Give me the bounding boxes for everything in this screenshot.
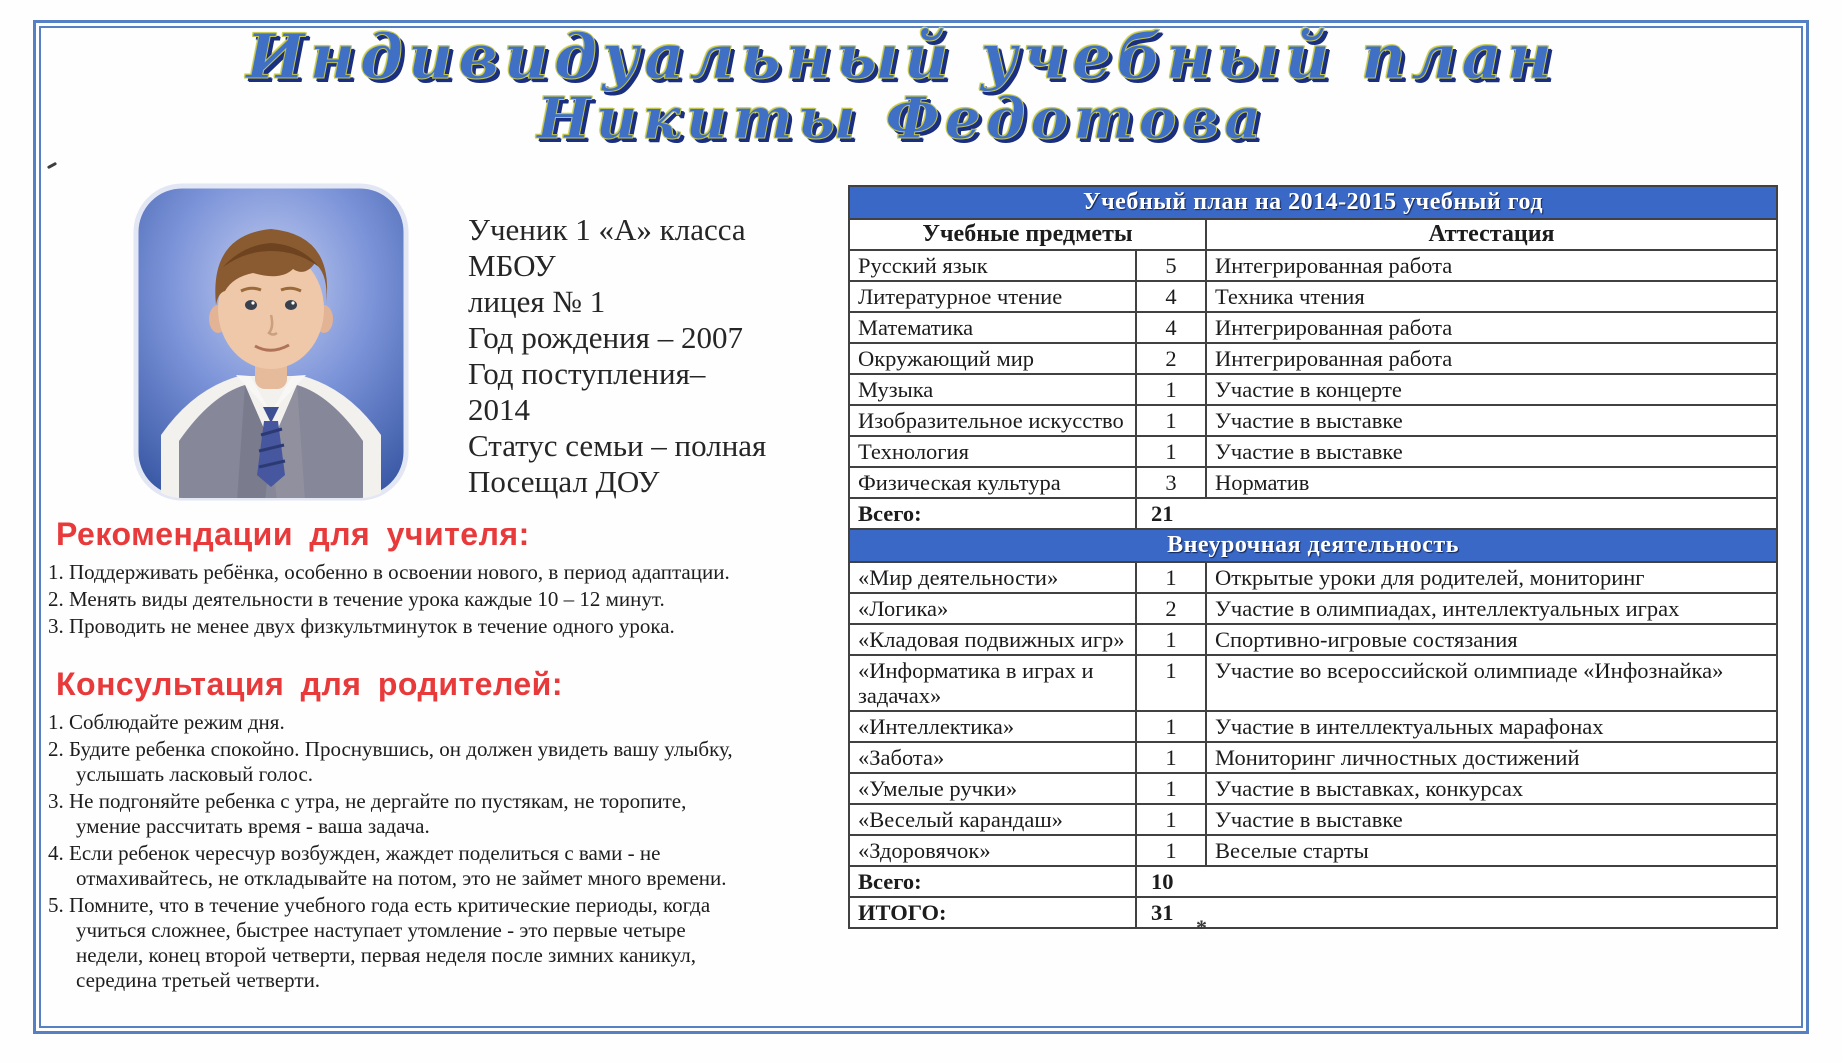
- student-info-line: Год поступления–: [468, 356, 706, 391]
- total-value: 21: [1136, 498, 1777, 529]
- table-row: [849, 773, 1777, 804]
- student-info-line: лицея № 1: [468, 284, 606, 319]
- subject-cell: «Умелые ручки»: [849, 773, 1136, 804]
- hours-cell: 1: [1136, 624, 1206, 655]
- parent-consultation-heading: Консультация для родителей:: [56, 666, 563, 702]
- hours-cell: 4: [1136, 312, 1206, 343]
- footnote-asterisk: *: [1196, 915, 1207, 940]
- table-title: Учебный план на 2014-2015 учебный год: [849, 186, 1777, 219]
- hours-cell: 1: [1136, 405, 1206, 436]
- column-header-attestation: Аттестация: [1206, 219, 1777, 250]
- hours-cell: 1: [1136, 655, 1206, 711]
- subject-cell: «Забота»: [849, 742, 1136, 773]
- list-item: 4. Если ребенок чересчур возбужден, жаждет поделиться с вами - не отмахивайтесь, не откладывайте на потом, это не займет много времени.: [48, 841, 727, 890]
- table-row: [849, 436, 1777, 467]
- table-row: [849, 405, 1777, 436]
- attestation-cell: Интегрированная работа: [1206, 250, 1777, 281]
- grand-total-row: [849, 897, 1777, 928]
- attestation-cell: Участие во всероссийской олимпиаде «Инфознайка»: [1206, 655, 1777, 711]
- attestation-cell: Участие в интеллектуальных марафонах: [1206, 711, 1777, 742]
- student-portrait-graphic: [133, 183, 409, 501]
- table-row: [849, 467, 1777, 498]
- attestation-cell: Участие в концерте: [1206, 374, 1777, 405]
- student-info-line: Посещал ДОУ: [468, 464, 660, 499]
- list-item: 2. Будите ребенка спокойно. Проснувшись, он должен увидеть вашу улыбку, услышать ласковый голос.: [48, 737, 733, 786]
- subject-cell: Физическая культура: [849, 467, 1136, 498]
- subject-cell: «Здоровячок»: [849, 835, 1136, 866]
- attestation-cell: Открытые уроки для родителей, мониторинг: [1206, 562, 1777, 593]
- hours-cell: 3: [1136, 467, 1206, 498]
- study-plan-table: [848, 185, 1778, 929]
- table-banner-row: [849, 529, 1777, 562]
- attestation-cell: Техника чтения: [1206, 281, 1777, 312]
- student-info-line: 2014: [468, 392, 530, 427]
- list-item: 2. Менять виды деятельности в течение урока каждые 10 – 12 минут.: [48, 587, 665, 611]
- hours-cell: 1: [1136, 711, 1206, 742]
- table-row: [849, 281, 1777, 312]
- list-item: 1. Поддерживать ребёнка, особенно в освоении нового, в период адаптации.: [48, 560, 730, 584]
- attestation-cell: Участие в выставке: [1206, 405, 1777, 436]
- list-item: 3. Не подгоняйте ребенка с утра, не дергайте по пустякам, не торопите, умение рассчитать время - ваша задача.: [48, 789, 687, 838]
- attestation-cell: Интегрированная работа: [1206, 343, 1777, 374]
- total-value: 10: [1136, 866, 1777, 897]
- table-row: [849, 562, 1777, 593]
- subject-cell: Математика: [849, 312, 1136, 343]
- attestation-cell: Мониторинг личностных достижений: [1206, 742, 1777, 773]
- teacher-recommendations-list: [48, 560, 743, 641]
- table-header-row: [849, 219, 1777, 250]
- table-banner-row: [849, 186, 1777, 219]
- lessons-total-row: [849, 498, 1777, 529]
- list-item: 5. Помните, что в течение учебного года есть критические периоды, когда учиться сложнее, быстрее наступает утомление - это первые четыре недели, конец второй четверти, первая неделя после зимних каникул, середина третьей четверти.: [48, 893, 711, 992]
- table-row: [849, 250, 1777, 281]
- page-title-line1: Индивидуальный учебный план: [246, 20, 1557, 93]
- list-item: 3. Проводить не менее двух физкультминуток в течение одного урока.: [48, 614, 675, 638]
- hours-cell: 2: [1136, 593, 1206, 624]
- hours-cell: 1: [1136, 773, 1206, 804]
- table-row: [849, 804, 1777, 835]
- subject-cell: Музыка: [849, 374, 1136, 405]
- attestation-cell: Спортивно-игровые состязания: [1206, 624, 1777, 655]
- table-row: [849, 655, 1777, 711]
- hours-cell: 1: [1136, 436, 1206, 467]
- attestation-cell: Участие в выставках, конкурсах: [1206, 773, 1777, 804]
- page-title-line2: Никиты Федотова: [536, 85, 1267, 152]
- table-row: [849, 312, 1777, 343]
- student-info-line: Ученик 1 «А» класса: [468, 212, 746, 247]
- attestation-cell: Интегрированная работа: [1206, 312, 1777, 343]
- hours-cell: 5: [1136, 250, 1206, 281]
- teacher-recommendations-heading: Рекомендации для учителя:: [56, 516, 530, 552]
- table-row: [849, 374, 1777, 405]
- table-row: [849, 711, 1777, 742]
- subject-cell: Технология: [849, 436, 1136, 467]
- subject-cell: «Мир деятельности»: [849, 562, 1136, 593]
- grand-total-label: ИТОГО:: [849, 897, 1136, 928]
- table-row: [849, 343, 1777, 374]
- hours-cell: 4: [1136, 281, 1206, 312]
- hours-cell: 1: [1136, 835, 1206, 866]
- page-title: [0, 20, 1803, 152]
- table-row: [849, 593, 1777, 624]
- table-row: [849, 624, 1777, 655]
- hours-cell: 2: [1136, 343, 1206, 374]
- attestation-cell: Норматив: [1206, 467, 1777, 498]
- hours-cell: 1: [1136, 804, 1206, 835]
- attestation-cell: Веселые старты: [1206, 835, 1777, 866]
- attestation-cell: Участие в олимпиадах, интеллектуальных играх: [1206, 593, 1777, 624]
- column-header-subjects: Учебные предметы: [849, 219, 1206, 250]
- student-info-line: Статус семьи – полная: [468, 428, 767, 463]
- extracurricular-total-row: [849, 866, 1777, 897]
- total-label: Всего:: [849, 866, 1136, 897]
- subject-cell: Изобразительное искусство: [849, 405, 1136, 436]
- hours-cell: 1: [1136, 562, 1206, 593]
- student-info-block: [468, 212, 868, 500]
- student-info-line: Год рождения – 2007: [468, 320, 743, 355]
- grand-total-value: 31: [1136, 897, 1777, 928]
- student-info-line: МБОУ: [468, 248, 556, 283]
- attestation-cell: Участие в выставке: [1206, 436, 1777, 467]
- subject-cell: Русский язык: [849, 250, 1136, 281]
- extracurricular-title: Внеурочная деятельность: [849, 529, 1777, 562]
- hours-cell: 1: [1136, 374, 1206, 405]
- table-row: [849, 742, 1777, 773]
- subject-cell: Литературное чтение: [849, 281, 1136, 312]
- student-photo: [133, 183, 409, 501]
- parent-consultation-list: [48, 710, 738, 995]
- table-row: [849, 835, 1777, 866]
- subject-cell: Окружающий мир: [849, 343, 1136, 374]
- hours-cell: 1: [1136, 742, 1206, 773]
- list-item: 1. Соблюдайте режим дня.: [48, 710, 285, 734]
- subject-cell: «Логика»: [849, 593, 1136, 624]
- subject-cell: «Кладовая подвижных игр»: [849, 624, 1136, 655]
- total-label: Всего:: [849, 498, 1136, 529]
- subject-cell: «Информатика в играх и задачах»: [849, 655, 1136, 711]
- attestation-cell: Участие в выставке: [1206, 804, 1777, 835]
- subject-cell: «Веселый карандаш»: [849, 804, 1136, 835]
- subject-cell: «Интеллектика»: [849, 711, 1136, 742]
